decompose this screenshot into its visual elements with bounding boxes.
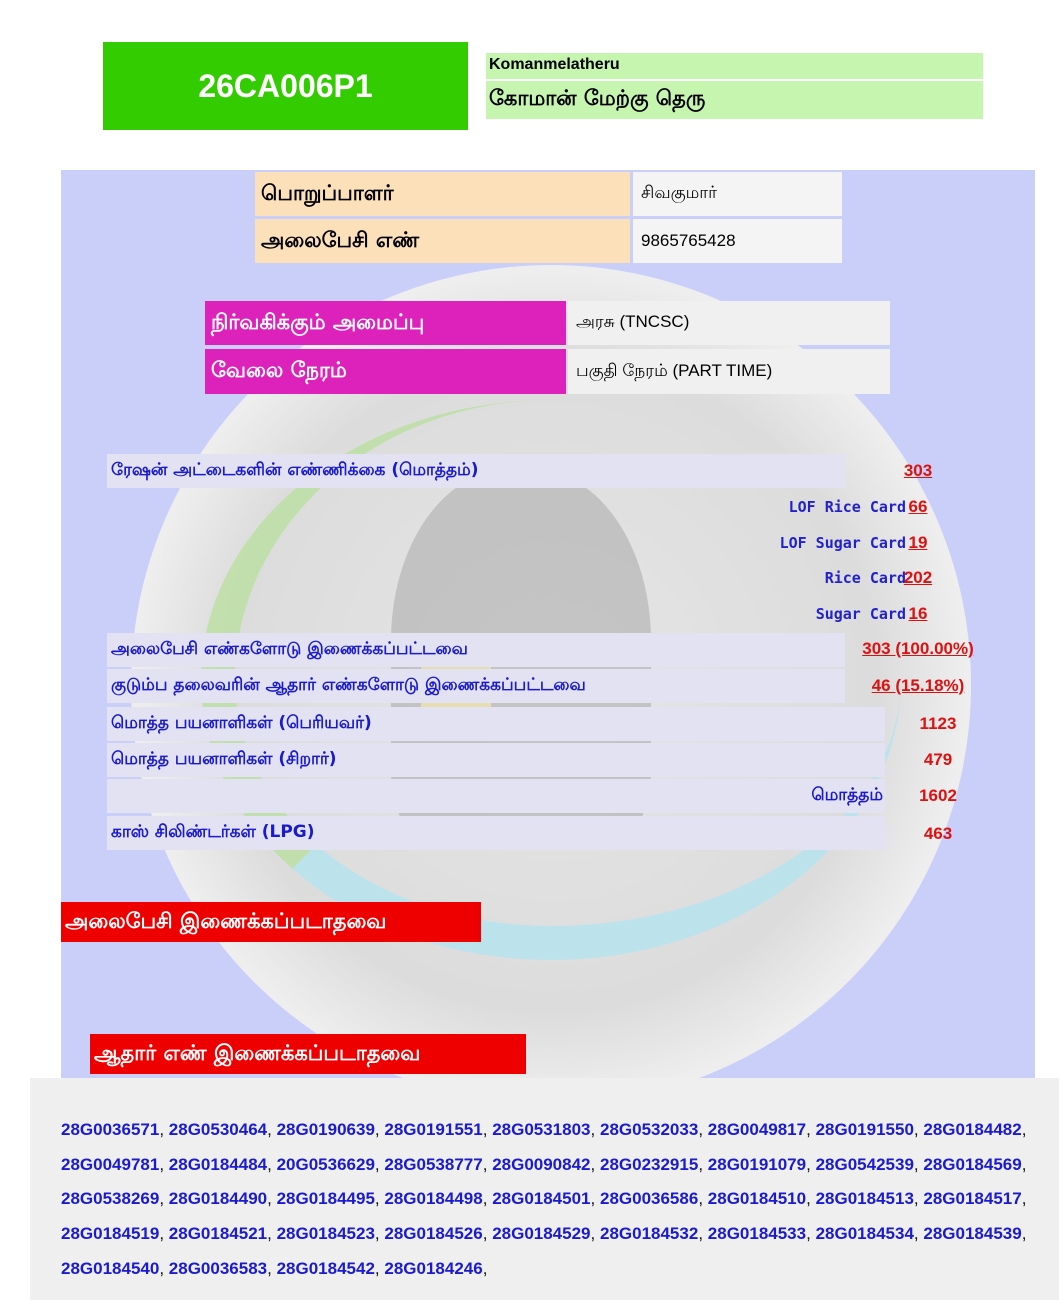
ration-card-id <box>169 1259 272 1278</box>
ration-card-id <box>61 1259 164 1278</box>
rice-card-value[interactable]: 202 <box>903 568 933 587</box>
ration-card-id <box>169 1120 272 1139</box>
ration-card-id-text: 28G0184510 <box>707 1189 807 1209</box>
ration-card-id-text: 28G0184519 <box>61 1224 160 1244</box>
ration-card-id <box>169 1189 272 1208</box>
separator: , <box>913 1224 919 1244</box>
separator: , <box>159 1224 165 1244</box>
ration-card-id <box>384 1259 487 1278</box>
ration-card-id <box>169 1155 272 1174</box>
separator: , <box>159 1154 165 1174</box>
ration-card-id-text: 28G0532033 <box>599 1120 699 1139</box>
separator: , <box>482 1189 488 1209</box>
ration-card-id-text: 28G0184482 <box>923 1120 1022 1139</box>
mobile-linked-value[interactable]: 303 (100.00%) <box>862 639 974 658</box>
separator: , <box>374 1154 380 1174</box>
separator: , <box>482 1120 488 1139</box>
org-value: அரசு (TNCSC) <box>568 301 890 345</box>
ration-card-id-text: 28G0184490 <box>168 1189 268 1209</box>
ration-card-id-text: 20G0536629 <box>276 1154 375 1174</box>
ration-card-id-text: 28G0542539 <box>815 1154 914 1174</box>
ration-card-id-text: 28G0538269 <box>61 1189 160 1209</box>
aadhaar-unlinked-title: ஆதார் எண் இணைக்கப்படாதவை <box>90 1034 526 1074</box>
ration-card-id-text: 28G0049781 <box>61 1154 160 1174</box>
ration-card-id-text: 28G0184495 <box>276 1189 375 1209</box>
ration-card-id <box>492 1120 595 1139</box>
ration-card-id <box>816 1155 919 1174</box>
separator: , <box>698 1189 704 1209</box>
ration-card-id-text: 28G0184533 <box>707 1224 807 1244</box>
lpg-label: காஸ் சிலிண்டர்கள் (LPG) <box>107 816 885 850</box>
children-value: 479 <box>923 750 953 769</box>
ration-card-id <box>816 1120 919 1139</box>
ration-card-id <box>384 1224 487 1243</box>
ration-card-id-text: 28G0191551 <box>384 1120 483 1139</box>
separator: , <box>806 1224 811 1244</box>
ration-card-id-text: 28G0232915 <box>599 1154 699 1174</box>
ration-card-id-text: 28G0090842 <box>492 1154 591 1174</box>
ration-card-id <box>169 1224 272 1243</box>
total-beneficiaries-label <box>107 779 885 813</box>
ration-card-id-text: 28G0184501 <box>492 1189 591 1209</box>
ration-card-id-text: 28G0184498 <box>384 1189 483 1209</box>
adults-label: மொத்த பயனாளிகள் (பெரியவர்) <box>107 707 885 741</box>
ration-card-id-text: 28G0184529 <box>492 1224 591 1244</box>
separator: , <box>267 1120 272 1139</box>
separator: , <box>590 1120 596 1139</box>
ration-card-id <box>600 1120 703 1139</box>
ration-card-id <box>708 1155 811 1174</box>
separator: , <box>374 1224 380 1244</box>
separator: , <box>913 1154 919 1174</box>
ration-card-id-text: 28G0184542 <box>276 1258 375 1278</box>
separator: , <box>374 1189 380 1209</box>
street-name-tamil: கோமான் மேற்கு தெரு <box>486 81 983 119</box>
ration-card-id-text: 28G0530464 <box>168 1120 268 1139</box>
details-panel <box>61 170 1035 1078</box>
mobile-linked-label: அலைபேசி எண்களோடு இணைக்கப்பட்டவை <box>107 633 845 667</box>
ration-card-id <box>492 1224 595 1243</box>
lof-rice-card-value[interactable]: 66 <box>908 497 928 516</box>
ration-card-id-text: 28G0049817 <box>707 1120 807 1139</box>
separator: , <box>267 1258 272 1278</box>
separator: , <box>267 1189 272 1209</box>
ration-card-id-text: 28G0184523 <box>276 1224 375 1244</box>
ration-card-id <box>708 1224 811 1243</box>
ration-card-id-text: 28G0036586 <box>599 1189 699 1209</box>
separator: , <box>698 1154 704 1174</box>
ration-card-id <box>708 1189 811 1208</box>
ration-card-id-text: 28G0184526 <box>384 1224 483 1244</box>
aadhaar-linked-label: குடும்ப தலைவரின் ஆதார் எண்களோடு இணைக்கப்பட்டவை <box>107 669 845 703</box>
org-label: நிர்வகிக்கும் அமைப்பு <box>205 301 566 345</box>
hours-label: வேலை நேரம் <box>205 349 566 394</box>
ration-card-id-text: 28G0036583 <box>168 1258 268 1278</box>
ration-card-id-text: 28G0538777 <box>384 1154 483 1174</box>
separator: , <box>482 1154 488 1174</box>
separator: , <box>590 1154 596 1174</box>
lpg-value: 463 <box>923 824 953 843</box>
separator: , <box>267 1224 272 1244</box>
ration-card-id <box>600 1224 703 1243</box>
ration-card-id <box>277 1155 380 1174</box>
separator: , <box>913 1189 919 1209</box>
separator: , <box>1021 1120 1027 1139</box>
aadhaar-unlinked-ids <box>61 1113 1059 1287</box>
lof-sugar-card-value[interactable]: 19 <box>908 533 928 552</box>
ration-card-id <box>600 1155 703 1174</box>
ration-card-id <box>61 1189 164 1208</box>
separator: , <box>590 1224 596 1244</box>
total-cards-label: ரேஷன் அட்டைகளின் எண்ணிக்கை (மொத்தம்) <box>107 454 845 488</box>
ration-card-id <box>708 1120 811 1139</box>
ration-card-id-text: 28G0184532 <box>599 1224 699 1244</box>
ration-card-id-text: 28G0184569 <box>923 1154 1022 1174</box>
ration-card-id <box>923 1120 1026 1139</box>
ration-card-id <box>816 1224 919 1243</box>
ration-card-id-text: 28G0184521 <box>168 1224 268 1244</box>
ration-card-id <box>384 1155 487 1174</box>
incharge-label: பொறுப்பாளர் <box>255 172 630 216</box>
ration-card-id-text: 28G0184540 <box>61 1258 160 1278</box>
sugar-card-value[interactable]: 16 <box>908 604 928 623</box>
sugar-card-label: Sugar Card <box>815 605 906 623</box>
adults-value: 1123 <box>919 714 957 733</box>
ration-card-id-text: 28G0184517 <box>923 1189 1022 1209</box>
total-cards-value[interactable]: 303 <box>903 461 933 480</box>
separator: , <box>1021 1224 1027 1244</box>
separator: , <box>374 1120 380 1139</box>
ration-card-id <box>923 1224 1026 1243</box>
ration-card-id <box>384 1189 487 1208</box>
phone-number: 9865765428 <box>633 219 842 263</box>
ration-card-id-text: 28G0184539 <box>923 1224 1022 1244</box>
separator: , <box>159 1258 165 1278</box>
ration-card-id-text: 28G0191550 <box>815 1120 914 1139</box>
separator: , <box>482 1224 488 1244</box>
ration-card-id-text: 28G0036571 <box>61 1120 160 1139</box>
ration-card-id-text: 28G0191079 <box>707 1154 807 1174</box>
separator: , <box>374 1258 380 1278</box>
phone-label: அலைபேசி எண் <box>255 219 630 263</box>
ration-card-id <box>277 1259 380 1278</box>
separator: , <box>698 1224 704 1244</box>
separator: , <box>1021 1154 1027 1174</box>
ration-card-id <box>277 1120 380 1139</box>
ration-card-id-text: 28G0184246 <box>384 1258 483 1278</box>
separator: , <box>806 1120 811 1139</box>
mobile-unlinked-title: அலைபேசி இணைக்கப்படாதவை <box>61 902 481 942</box>
separator: , <box>267 1154 272 1174</box>
ration-card-id-text: 28G0531803 <box>492 1120 591 1139</box>
separator: , <box>1021 1189 1027 1209</box>
separator: , <box>482 1258 488 1278</box>
ration-card-id-text: 28G0184484 <box>168 1154 268 1174</box>
separator: , <box>159 1120 165 1139</box>
incharge-name: சிவகுமார் <box>633 172 842 216</box>
total-beneficiaries-value: 1602 <box>919 786 957 805</box>
aadhaar-linked-value[interactable]: 46 (15.18%) <box>871 676 965 695</box>
lof-rice-card-label: LOF Rice Card <box>788 498 906 516</box>
aadhaar-unlinked-list <box>30 1078 1059 1300</box>
separator: , <box>159 1189 165 1209</box>
ration-card-id <box>600 1189 703 1208</box>
ration-card-id <box>61 1155 164 1174</box>
ration-card-id-text: 28G0184513 <box>815 1189 914 1209</box>
ration-card-id <box>61 1224 164 1243</box>
street-name-english: Komanmelatheru <box>486 53 983 79</box>
ration-card-id-text: 28G0184534 <box>815 1224 914 1244</box>
shop-code: 26CA006P1 <box>103 42 468 130</box>
ration-card-id <box>923 1155 1026 1174</box>
ration-card-id <box>923 1189 1026 1208</box>
ration-card-id <box>277 1224 380 1243</box>
ration-card-id <box>384 1120 487 1139</box>
separator: , <box>698 1120 704 1139</box>
ration-card-id <box>492 1189 595 1208</box>
separator: , <box>806 1189 811 1209</box>
ration-card-id-text: 28G0190639 <box>276 1120 375 1139</box>
ration-card-id <box>61 1120 164 1139</box>
total-label-text: மொத்தம் <box>811 785 883 805</box>
hours-value: பகுதி நேரம் (PART TIME) <box>568 349 890 394</box>
ration-card-id <box>492 1155 595 1174</box>
separator: , <box>806 1154 811 1174</box>
ration-card-id <box>277 1189 380 1208</box>
lof-sugar-card-label: LOF Sugar Card <box>779 534 906 552</box>
separator: , <box>913 1120 919 1139</box>
ration-card-id <box>816 1189 919 1208</box>
rice-card-label: Rice Card <box>824 569 906 587</box>
separator: , <box>590 1189 596 1209</box>
children-label: மொத்த பயனாளிகள் (சிறார்) <box>107 743 885 777</box>
